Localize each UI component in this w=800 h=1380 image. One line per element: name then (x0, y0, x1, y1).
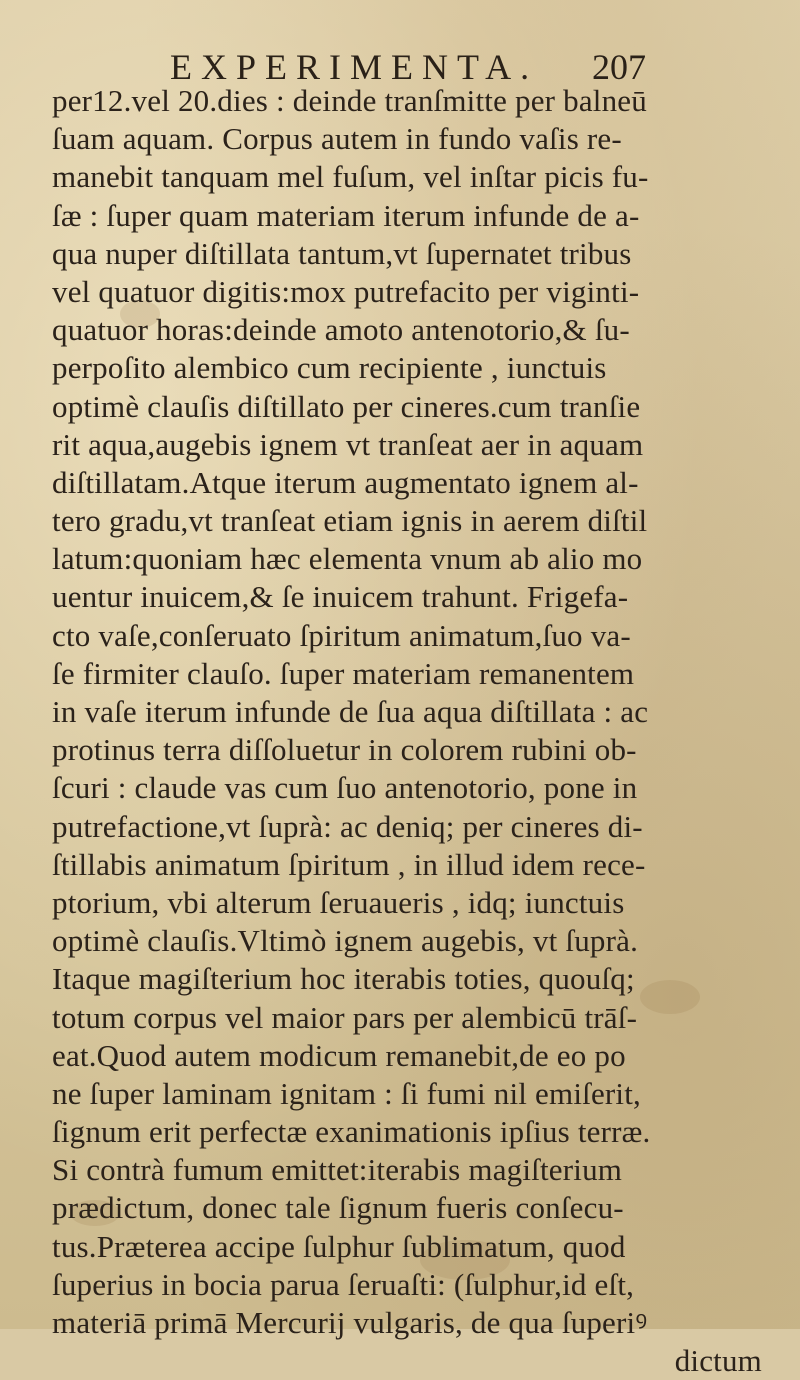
text-line: totum corpus vel maior pars per alembicū trāſ- (52, 999, 638, 1035)
text-line: per12.vel 20.dies : deinde tranſmitte per balneū (52, 83, 647, 118)
text-line: ne ſuper laminam ignitam : ſi fumi nil emiſerit, (52, 1075, 642, 1111)
text-line: ptorium, vbi alterum ſeruaueris , idq; iunctuis (52, 884, 625, 920)
catchword: dictum (674, 1343, 762, 1379)
body-text (52, 82, 792, 1380)
text-line: in vaſe iterum infunde de ſua aqua diſtillata : ac (52, 694, 649, 729)
text-line: prædictum, donec tale ſignum fueris conſecu- (52, 1190, 624, 1226)
text-line: optimè clauſis.Vltimò ignem augebis, vt ſuprà. (52, 923, 639, 959)
text-line: ſcuri : claude vas cum ſuo antenotorio, pone in (52, 770, 638, 806)
text-line: ſæ : ſuper quam materiam iterum infunde de a- (52, 197, 640, 233)
text-line: materiā primā Mercurij vulgaris, de qua ſuperiꝰ (52, 1305, 648, 1340)
text-line: manebit tanquam mel fuſum, vel inſtar picis fu- (52, 159, 649, 195)
text-line: uentur inuicem,& ſe inuicem trahunt. Frigefa- (52, 579, 629, 615)
text-line: Si contrà fumum emittet:iterabis magiſterium (52, 1152, 623, 1188)
text-line: cto vaſe,conſeruato ſpiritum animatum,ſuo va- (52, 617, 631, 653)
text-line: latum:quoniam hæc elementa vnum ab alio mo (52, 541, 643, 577)
text-line: optimè clauſis diſtillato per cineres.cum tranſie (52, 388, 641, 424)
running-head-title: EXPERIMENTA. (170, 47, 539, 87)
text-line: vel quatuor digitis:mox putrefacito per viginti- (52, 273, 640, 309)
text-line: rit aqua,augebis ignem vt tranſeat aer in aquam (52, 426, 644, 462)
text-line: putrefactione,vt ſuprà: ac deniq; per cineres di- (52, 808, 643, 844)
text-line: ſignum erit perfectæ exanimationis ipſius terræ. (52, 1114, 651, 1150)
text-line: qua nuper diſtillata tantum,vt ſupernatet tribus (52, 235, 632, 271)
text-line: tus.Præterea accipe ſulphur ſublimatum, quod (52, 1228, 626, 1264)
text-line: Itaque magiſterium hoc iterabis toties, quouſq; (52, 961, 635, 997)
text-line: ſtillabis animatum ſpiritum , in illud idem rece- (52, 846, 646, 882)
text-line: ſe firmiter clauſo. ſuper materiam remanentem (52, 655, 635, 691)
page-number: 207 (592, 47, 646, 87)
text-line: ſuam aquam. Corpus autem in fundo vaſis re- (52, 121, 622, 157)
text-line: eat.Quod autem modicum remanebit,de eo po (52, 1037, 626, 1073)
text-line: quatuor horas:deinde amoto antenotorio,& ſu- (52, 312, 630, 348)
text-line: diſtillatam.Atque iterum augmentato ignem al- (52, 464, 639, 500)
text-line: ſuperius in bocia parua ſeruaſti: (ſulphur,id eſt, (52, 1266, 635, 1302)
text-line: tero gradu,vt tranſeat etiam ignis in aerem diſtil (52, 503, 648, 539)
text-line: protinus terra diſſoluetur in colorem rubini ob- (52, 732, 637, 768)
text-line: perpoſito alembico cum recipiente , iunctuis (52, 350, 607, 386)
